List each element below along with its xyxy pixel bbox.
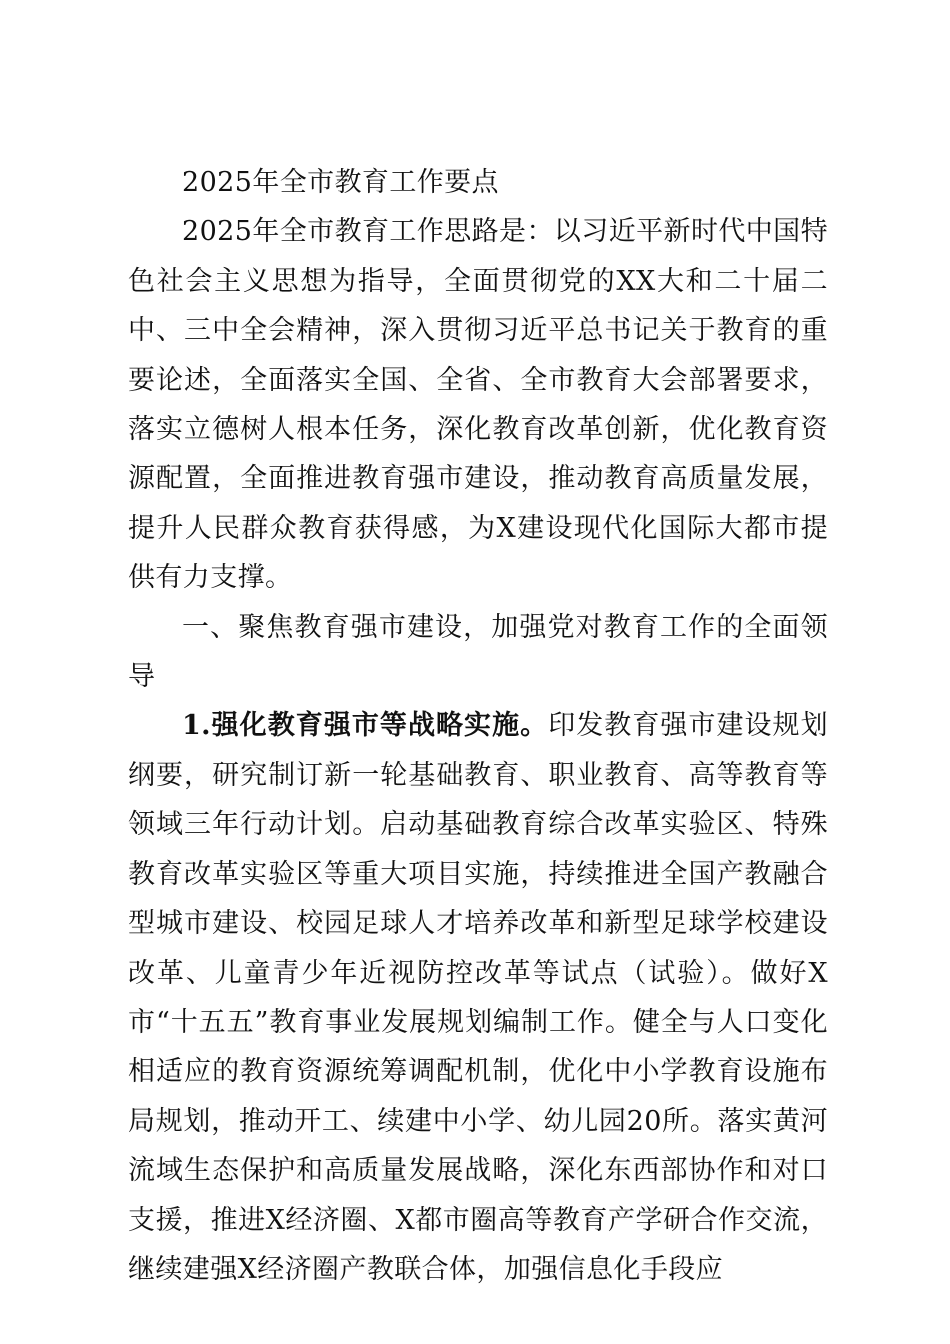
- item-1-paragraph: [128, 701, 828, 1294]
- intro-paragraph: 2025年全市教育工作思路是：以习近平新时代中国特色社会主义思想为指导，全面贯彻党的XX大和二十届二中、三中全会精神，深入贯彻习近平总书记关于教育的重要论述，全面落实全国、全省、全市教育大会部署要求，落实立德树人根本任务，深化教育改革创新，优化教育资源配置，全面推进教育强市建设，推动教育高质量发展，提升人民群众教育获得感，为X建设现代化国际大都市提供有力支撑。: [128, 216, 828, 594]
- document-title: 2025年全市教育工作要点: [182, 167, 499, 198]
- section-heading: 一、聚焦教育强市建设，加强党对教育工作的全面领导: [128, 611, 828, 693]
- document-body: [128, 158, 828, 1294]
- item-1-lead: 1.强化教育强市等战略实施。: [182, 710, 549, 742]
- item-1-body: 印发教育强市建设规划纲要，研究制订新一轮基础教育、职业教育、高等教育等领域三年行动计划。启动基础教育综合改革实验区、特殊教育改革实验区等重大项目实施，持续推进全国产教融合型城市建设、校园足球人才培养改革和新型足球学校建设改革、儿童青少年近视防控改革等试点（试验）。做好X市“十五五”教育事业发展规划编制工作。健全与人口变化相适应的教育资源统筹调配机制，优化中小学教育设施布局规划，推动开工、续建中小学、幼儿园20所。落实黄河流域生态保护和高质量发展战略，深化东西部协作和对口支援，推进X经济圈、X都市圈高等教育产学研合作交流，继续建强X经济圈产教联合体，加强信息化手段应: [128, 710, 828, 1285]
